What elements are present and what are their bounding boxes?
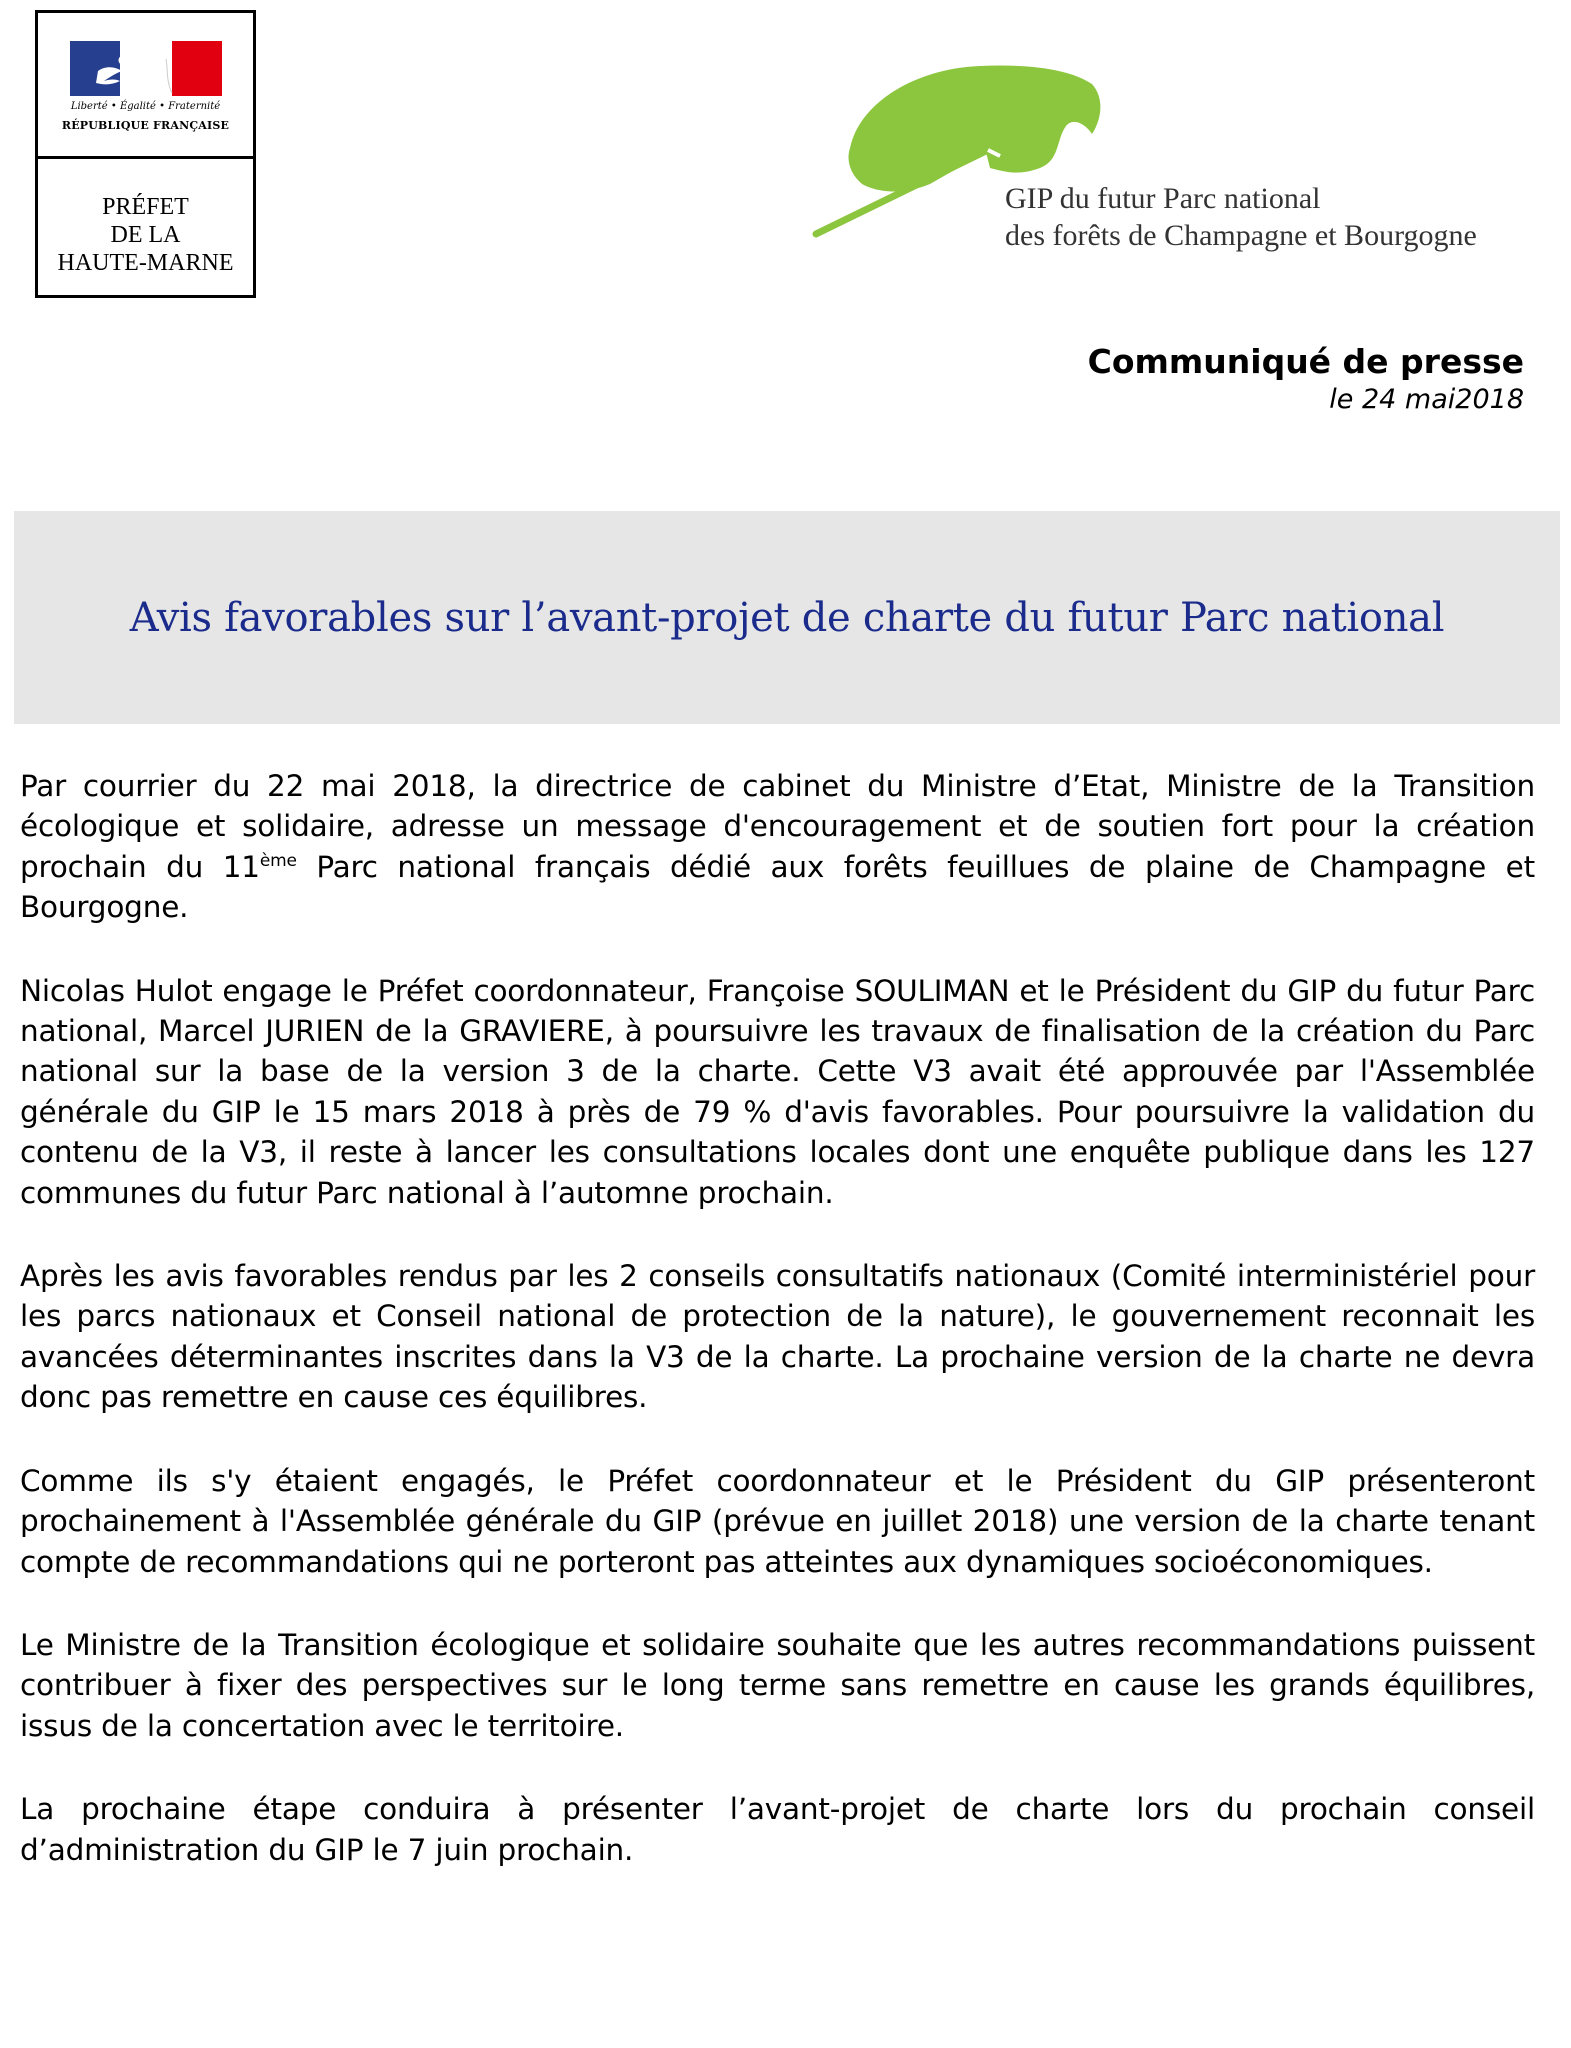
marianne-flag-icon — [70, 41, 222, 96]
page-title: Avis favorables sur l’avant-projet de charte du futur Parc national — [129, 594, 1445, 641]
gip-name-line-1: GIP du futur Parc national — [1005, 182, 1321, 215]
republic-motto: Liberté • Égalité • Fraternité — [70, 101, 221, 112]
paragraph-1-start: Par courrier du 22 mai 2018, la directrice de cabinet du Ministre d’Etat, Ministre de la Transition écologique et solidaire, adresse un message d'encouragement et de soutien fort pour la création prochain du 11 — [20, 769, 1535, 884]
republique-francaise-label: RÉPUBLIQUE FRANÇAISE — [61, 119, 230, 132]
prefet-title — [38, 159, 253, 277]
paragraph-1 — [20, 766, 1535, 928]
paragraph-4: Comme ils s'y étaient engagés, le Préfet coordonnateur et le Président du GIP présenteront prochainement à l'Assemblée générale du GIP (prévue en juillet 2018) une version de la charte tenant compte de recommandations qui ne porteront pas atteintes aux dynamiques socioéconomiques. — [20, 1463, 1535, 1579]
paragraph-3: Après les avis favorables rendus par les 2 conseils consultatifs nationaux (Comité interministériel pour les parcs nationaux et Conseil national de protection de la nature), le gouvernement reconnait les avancées déterminantes inscrites dans la V3 de la charte. La prochaine version de la charte ne devra donc pas remettre en cause ces équilibres. — [20, 1259, 1535, 1415]
paragraph-5: Le Ministre de la Transition écologique et solidaire souhaite que les autres recommandations puissent contribuer à fixer des perspectives sur le long terme sans remettre en cause les grands équilibres, issus de la concertation avec le territoire. — [20, 1627, 1535, 1743]
prefet-line-1: PRÉFET — [102, 194, 189, 220]
paragraph-6: La prochaine étape conduira à présenter l’avant-projet de charte lors du prochain conseil d’administration du GIP le 7 juin prochain. — [20, 1792, 1535, 1867]
communique-header — [1088, 341, 1524, 417]
gip-name — [1005, 180, 1477, 254]
title-banner — [14, 511, 1560, 724]
prefet-line-2: DE LA — [110, 222, 181, 248]
ordinal-superscript: ème — [259, 850, 297, 871]
prefet-line-3: HAUTE-MARNE — [57, 250, 234, 276]
paragraph-2: Nicolas Hulot engage le Préfet coordonnateur, Françoise SOULIMAN et le Président du GIP du futur Parc national, Marcel JURIEN de la GRAVIERE, à poursuivre les travaux de finalisation de la création du Parc national sur la base de la version 3 de la charte. Cette V3 avait été approuvée par l'Assemblée générale du GIP le 15 mars 2018 à près de 79 % d'avis favorables. Pour poursuivre la validation du contenu de la V3, il reste à lancer les consultations locales dont une enquête publique dans les 127 communes du futur Parc national à l’automne prochain. — [20, 973, 1535, 1210]
prefet-logo-block — [35, 10, 256, 298]
gip-name-line-2: des forêts de Champagne et Bourgogne — [1005, 219, 1477, 252]
press-release-body — [20, 766, 1535, 1913]
paragraph-1-end: Parc national français dédié aux forêts feuillues de plaine de Champagne et Bourgogne. — [20, 849, 1535, 925]
republique-header — [38, 13, 253, 159]
communique-date: le 24 mai2018 — [1329, 384, 1524, 415]
communique-label: Communiqué de presse — [1087, 342, 1524, 381]
